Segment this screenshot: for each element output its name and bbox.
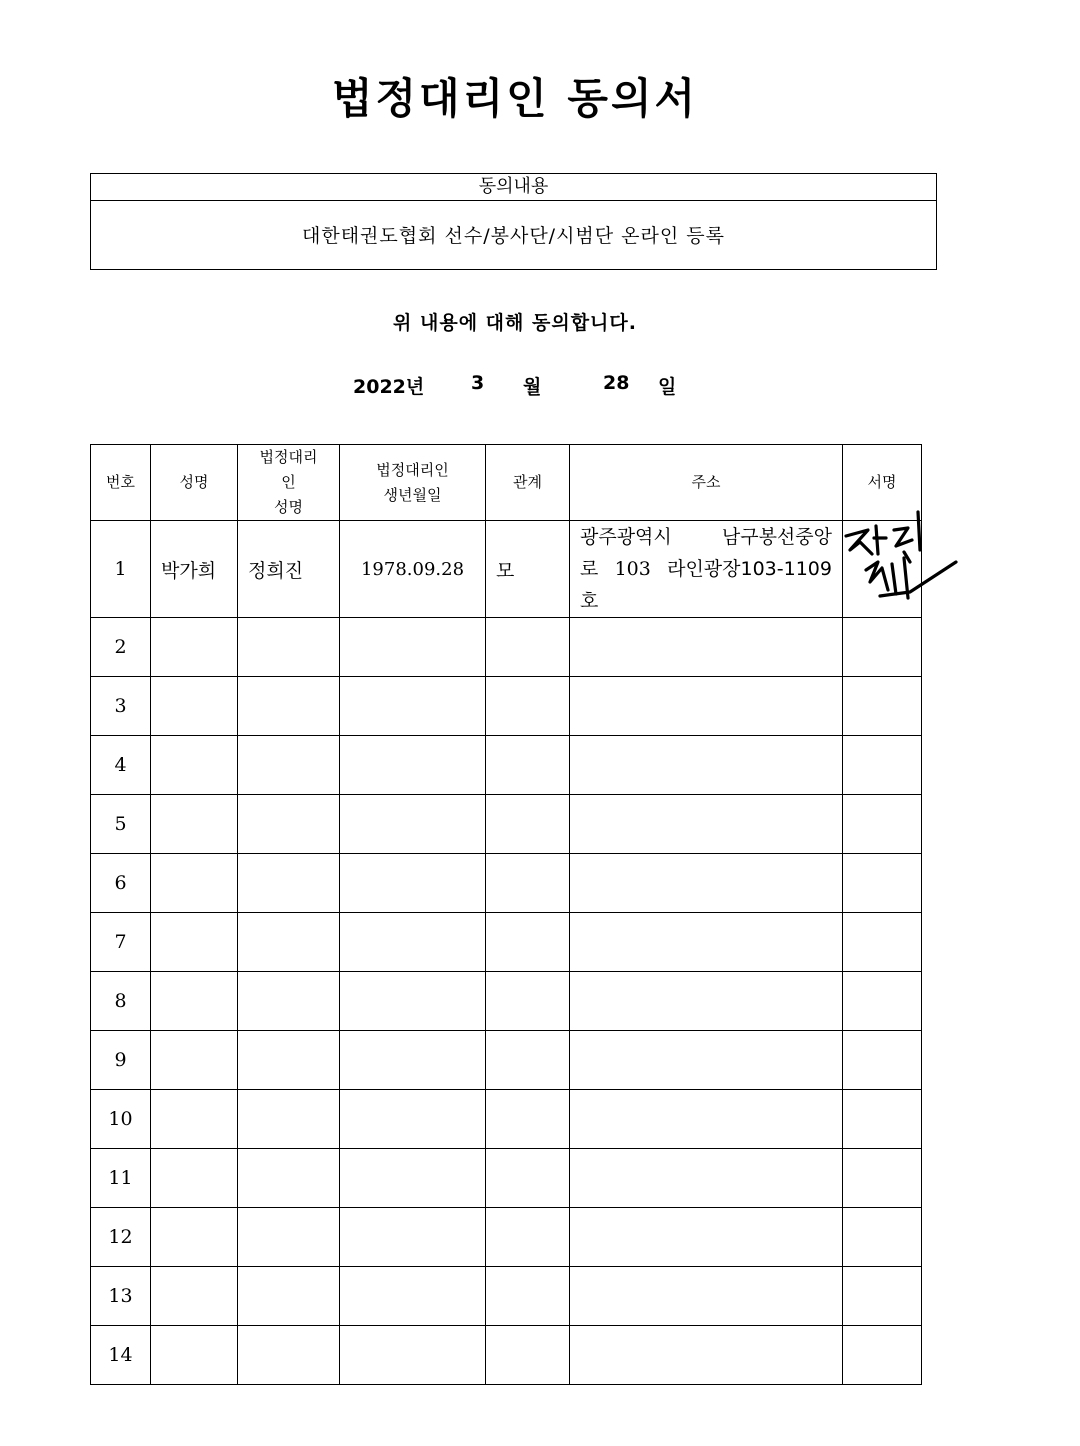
cell-number: 2 <box>91 618 151 677</box>
consent-heading: 동의내용 <box>91 174 936 201</box>
cell-signature <box>843 1031 922 1090</box>
cell-number: 13 <box>91 1267 151 1326</box>
cell-name <box>151 1149 238 1208</box>
table-row <box>91 1031 922 1090</box>
cell-name <box>151 1326 238 1385</box>
cell-address <box>570 854 843 913</box>
cell-signature <box>843 677 922 736</box>
table-row <box>91 1267 922 1326</box>
cell-address <box>570 1267 843 1326</box>
cell-address <box>570 1208 843 1267</box>
cell-guardian-name: 정희진 <box>238 521 340 618</box>
cell-signature <box>843 913 922 972</box>
header-name: 성명 <box>151 445 238 521</box>
table-row <box>91 618 922 677</box>
cell-name <box>151 913 238 972</box>
cell-guardian-birth <box>340 854 486 913</box>
cell-number: 9 <box>91 1031 151 1090</box>
cell-signature <box>843 618 922 677</box>
header-address: 주소 <box>570 445 843 521</box>
cell-guardian-birth <box>340 795 486 854</box>
cell-guardian-name <box>238 1267 340 1326</box>
cell-guardian-birth <box>340 1031 486 1090</box>
header-signature: 서명 <box>843 445 922 521</box>
date-day: 28 <box>603 372 630 394</box>
table-row <box>91 972 922 1031</box>
address-part: 103 <box>614 558 651 580</box>
cell-name: 박가희 <box>151 521 238 618</box>
cell-guardian-birth <box>340 913 486 972</box>
cell-number: 6 <box>91 854 151 913</box>
cell-signature <box>843 736 922 795</box>
cell-name <box>151 1090 238 1149</box>
cell-address <box>570 521 843 618</box>
cell-signature <box>843 1090 922 1149</box>
cell-address <box>570 618 843 677</box>
cell-guardian-name <box>238 1149 340 1208</box>
header-guardian-name-line: 법정대리 <box>259 448 318 466</box>
cell-number: 4 <box>91 736 151 795</box>
cell-address <box>570 677 843 736</box>
cell-relation <box>486 1031 570 1090</box>
date-month-unit: 월 <box>523 376 542 398</box>
cell-relation <box>486 795 570 854</box>
table-row <box>91 1326 922 1385</box>
cell-address <box>570 913 843 972</box>
cell-name <box>151 1267 238 1326</box>
cell-guardian-name <box>238 1090 340 1149</box>
header-guardian-birth-line: 법정대리인 <box>376 460 449 479</box>
header-guardian-name-line: 인 <box>281 473 296 491</box>
header-guardian-birth-line: 생년월일 <box>383 485 442 504</box>
table-row <box>91 736 922 795</box>
table-row <box>91 677 922 736</box>
cell-number: 5 <box>91 795 151 854</box>
date-month: 3 <box>471 372 485 394</box>
cell-signature <box>843 1208 922 1267</box>
table-row <box>91 795 922 854</box>
cell-guardian-birth: 1978.09.28 <box>340 521 486 618</box>
document-title: 법정대리인 동의서 <box>331 74 699 123</box>
cell-relation <box>486 736 570 795</box>
date-year: 2022년 <box>353 376 425 398</box>
cell-name <box>151 618 238 677</box>
cell-guardian-name <box>238 1031 340 1090</box>
cell-name <box>151 854 238 913</box>
cell-address <box>570 736 843 795</box>
cell-guardian-birth <box>340 677 486 736</box>
cell-address <box>570 1326 843 1385</box>
cell-guardian-name <box>238 618 340 677</box>
cell-number: 11 <box>91 1149 151 1208</box>
cell-number: 1 <box>91 521 151 618</box>
cell-address <box>570 972 843 1031</box>
cell-relation <box>486 677 570 736</box>
cell-guardian-name <box>238 913 340 972</box>
agreement-statement: 위 내용에 대해 동의합니다. <box>393 312 637 334</box>
cell-relation <box>486 1090 570 1149</box>
cell-relation <box>486 1267 570 1326</box>
cell-relation <box>486 618 570 677</box>
cell-number: 7 <box>91 913 151 972</box>
table-row <box>91 1090 922 1149</box>
cell-guardian-birth <box>340 736 486 795</box>
table-row <box>91 521 922 618</box>
table-row <box>91 854 922 913</box>
cell-name <box>151 972 238 1031</box>
cell-guardian-birth <box>340 1267 486 1326</box>
cell-name <box>151 1031 238 1090</box>
table-header-row <box>91 445 922 521</box>
cell-guardian-birth <box>340 1208 486 1267</box>
handwritten-signature <box>838 506 960 606</box>
cell-guardian-name <box>238 854 340 913</box>
header-number: 번호 <box>91 445 151 521</box>
table-row <box>91 913 922 972</box>
address-line <box>580 585 832 617</box>
cell-relation <box>486 913 570 972</box>
cell-signature <box>843 972 922 1031</box>
header-relation: 관계 <box>486 445 570 521</box>
address-part: 호 <box>580 590 599 612</box>
cell-name <box>151 795 238 854</box>
cell-guardian-name <box>238 1326 340 1385</box>
cell-guardian-name <box>238 677 340 736</box>
header-guardian-name <box>238 445 340 521</box>
cell-address <box>570 1149 843 1208</box>
consent-content: 대한태권도협회 선수/봉사단/시범단 온라인 등록 <box>301 225 725 247</box>
address-part: 로 <box>580 558 599 580</box>
cell-relation <box>486 854 570 913</box>
cell-signature <box>843 854 922 913</box>
cell-relation <box>486 1326 570 1385</box>
cell-name <box>151 677 238 736</box>
address-part: 라인광장103-1109 <box>667 558 832 580</box>
table-row <box>91 1149 922 1208</box>
cell-guardian-name <box>238 1208 340 1267</box>
cell-guardian-name <box>238 736 340 795</box>
cell-guardian-name <box>238 795 340 854</box>
cell-relation <box>486 1149 570 1208</box>
cell-relation <box>486 972 570 1031</box>
cell-signature <box>843 795 922 854</box>
cell-number: 3 <box>91 677 151 736</box>
cell-guardian-birth <box>340 1326 486 1385</box>
guardian-table <box>90 444 922 1385</box>
cell-signature <box>843 1326 922 1385</box>
address-part: 광주광역시 <box>580 526 672 548</box>
cell-guardian-birth <box>340 1090 486 1149</box>
header-guardian-name-line: 성명 <box>274 498 303 516</box>
address-part: 남구봉선중앙 <box>721 526 832 548</box>
cell-number: 8 <box>91 972 151 1031</box>
header-guardian-birth <box>340 445 486 521</box>
cell-guardian-name <box>238 972 340 1031</box>
date-day-unit: 일 <box>658 376 677 398</box>
cell-address <box>570 1031 843 1090</box>
address-line <box>580 521 832 553</box>
cell-number: 10 <box>91 1090 151 1149</box>
cell-guardian-birth <box>340 1149 486 1208</box>
cell-name <box>151 736 238 795</box>
consent-content-box <box>90 173 937 270</box>
table-row <box>91 1208 922 1267</box>
cell-number: 14 <box>91 1326 151 1385</box>
cell-signature <box>843 1149 922 1208</box>
cell-number: 12 <box>91 1208 151 1267</box>
cell-name <box>151 1208 238 1267</box>
address-line <box>580 553 832 585</box>
cell-address <box>570 795 843 854</box>
cell-signature <box>843 1267 922 1326</box>
cell-relation: 모 <box>486 521 570 618</box>
cell-address <box>570 1090 843 1149</box>
cell-relation <box>486 1208 570 1267</box>
cell-guardian-birth <box>340 618 486 677</box>
cell-guardian-birth <box>340 972 486 1031</box>
